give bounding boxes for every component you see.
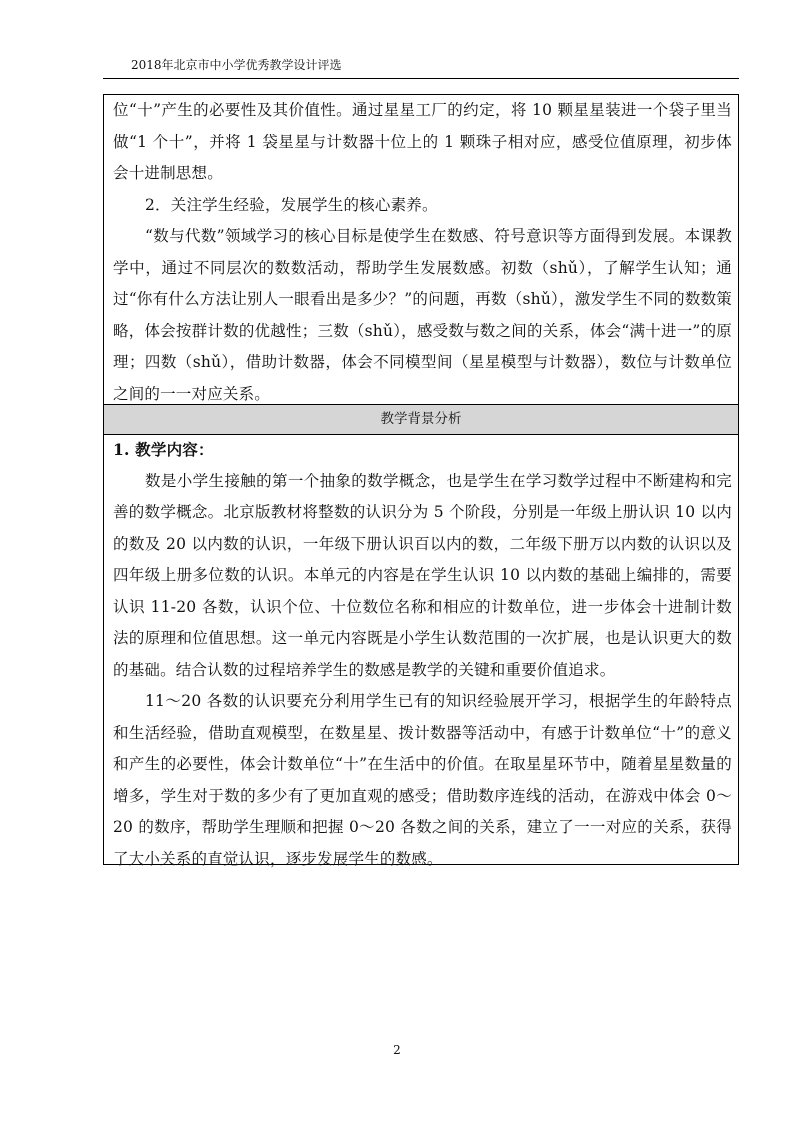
section-band-teaching-background: 教学背景分析 — [103, 404, 739, 435]
table-cell-design-rationale — [103, 94, 739, 405]
design-rationale-text — [113, 95, 732, 410]
paragraph-11-20-numbers: 11～20 各数的认识要充分利用学生已有的知识经验展开学习，根据学生的年龄特点和生活经验，借助直观模型，在数星星、拨计数器等活动中，有感于计数单位“十”的意义和产生的必要性，体会计数单位“十”在生活中的价值。在取星星环节中，随着星星数量的增多，学生对于数的多少有了更加直观的感受；借助数序连线的活动，在游戏中体会 0～20 的数序，帮助学生理顺和把握 0～20 各数之间的关系，建立了一一对应的关系，获得了大小关系的直觉认识，逐步发展学生的数感。 — [113, 692, 732, 868]
teaching-content-heading: 1. 教学内容： — [113, 440, 214, 459]
paragraph-number-concept: 数是小学生接触的第一个抽象的数学概念，也是学生在学习数学过程中不断建构和完善的数学概念。北京版教材将整数的认识分为 5 个阶段，分别是一年级上册认识 10 以内的数及 20 以内数的认识，一年级下册认识百以内的数，二年级下册万以内数的认识以及四年级上册多位数的认识。本单元的内容是在学生认识 10 以内数的基础上编排的，需要认识 11-20 各数，认识个位、十位数位名称和相应的计数单位，进一步体会十进制计数法的原理和位值思想。这一单元内容既是小学生认数范围的一次扩展，也是认识更大的数的基础。结合认数的过程培养学生的数感是教学的关键和重要价值追求。 — [113, 471, 732, 679]
table-cell-teaching-background — [103, 434, 739, 868]
paragraph-place-value: 位“十”产生的必要性及其价值性。通过星星工厂的约定，将 10 颗星星装进一个袋子里当做“1 个十”，并将 1 袋星星与计数器十位上的 1 颗珠子相对应，感受位值原理，初步体会十进制思想。 — [113, 101, 732, 182]
teaching-background-text — [113, 434, 732, 875]
paragraph-point-2: 2．关注学生经验，发展学生的核心素养。 — [145, 195, 438, 214]
running-header: 2018年北京市中小学优秀教学设计评选 — [131, 58, 342, 72]
header-rule — [103, 78, 739, 79]
paragraph-number-sense: “数与代数”领域学习的核心目标是使学生在数感、符号意识等方面得到发展。本课教学中，通过不同层次的数数活动，帮助学生发展数感。初数（shǔ），了解学生认知；通过“你有什么方法让别人一眼看出是多少？”的问题，再数（shǔ），激发学生不同的数数策略，体会按群计数的优越性；三数（shǔ），感受数与数之间的关系，体会“满十进一”的原理；四数（shǔ），借助计数器，体会不同模型间（星星模型与计数器），数位与计数单位之间的一一对应关系。 — [113, 227, 732, 403]
page-number: 2 — [393, 1043, 401, 1057]
